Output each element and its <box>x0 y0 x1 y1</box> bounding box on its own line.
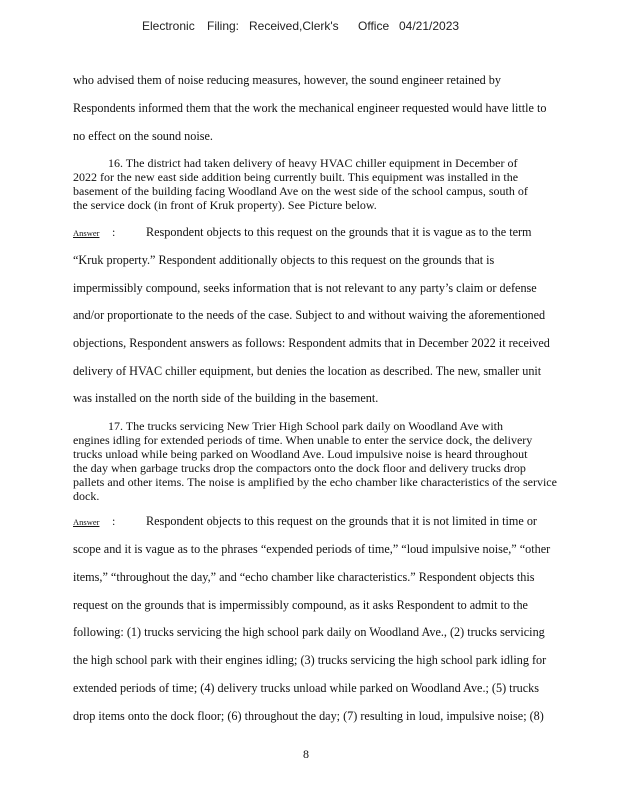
answer-colon: : <box>112 514 116 528</box>
request-17-line: the day when garbage trucks drop the compactors onto the dock floor and delivery trucks drop <box>73 461 526 475</box>
answer-17-line: the high school park with their engines idling; (3) trucks servicing the high school park idling for <box>73 653 547 667</box>
answer-label: Answer <box>73 517 100 527</box>
header-electronic: Electronic <box>142 19 195 33</box>
answer-colon: : <box>112 225 116 239</box>
answer-17-line: items,” “throughout the day,” and “echo chamber like characteristics.” Respondent objects this <box>73 570 535 584</box>
answer-16-line: objections, Respondent answers as follows: Respondent admits that in December 2022 it received <box>73 336 550 350</box>
request-16-line: the service dock (in front of Kruk property). See Picture below. <box>73 198 377 212</box>
request-16-line: basement of the building facing Woodland Ave on the west side of the school campus, south of <box>73 184 528 198</box>
text-line: Respondents informed them that the work the mechanical engineer requested would have little to <box>73 101 547 115</box>
answer-16-line: was installed on the north side of the building in the basement. <box>73 391 379 405</box>
text-line: no effect on the sound noise. <box>73 129 213 143</box>
answer-17-line: request on the grounds that is impermissibly compound, as it asks Respondent to admit to the <box>73 598 528 612</box>
header-office: Office <box>358 19 390 33</box>
text-line: who advised them of noise reducing measures, however, the sound engineer retained by <box>73 73 501 87</box>
request-17-line: engines idling for extended periods of time. When unable to enter the service dock, the delivery <box>73 433 533 447</box>
request-16-line: 16. The district had taken delivery of heavy HVAC chiller equipment in December of <box>108 156 518 170</box>
answer-16-line: “Kruk property.” Respondent additionally objects to this request on the grounds that is <box>73 253 495 267</box>
request-17-line: 17. The trucks servicing New Trier High School park daily on Woodland Ave with <box>108 419 503 433</box>
answer-17-line: following: (1) trucks servicing the high school park daily on Woodland Ave., (2) trucks servicing <box>73 625 545 639</box>
page-number: 8 <box>303 747 309 761</box>
answer-label: Answer <box>73 228 100 238</box>
request-17-line: pallets and other items. The noise is amplified by the echo chamber like characteristics of the service <box>73 475 557 489</box>
request-17-line: dock. <box>73 489 100 503</box>
answer-17-line: scope and it is vague as to the phrases “expended periods of time,” “loud impulsive noise,” “other <box>73 542 551 556</box>
header-date: 04/21/2023 <box>399 19 460 33</box>
answer-16-line: Respondent objects to this request on the grounds that it is vague as to the term <box>146 225 532 239</box>
answer-17-line: extended periods of time; (4) delivery trucks unload while parked on Woodland Ave.; (5) trucks <box>73 681 539 695</box>
header-filing: Filing: <box>207 19 240 33</box>
answer-16-line: and/or proportionate to the needs of the case. Subject to and without waiving the aforementioned <box>73 308 546 322</box>
answer-17-line: drop items onto the dock floor; (6) throughout the day; (7) resulting in loud, impulsive noise; (8) <box>73 709 544 723</box>
request-16-line: 2022 for the new east side addition being currently built. This equipment was installed in the <box>73 170 519 184</box>
header-received: Received,Clerk's <box>249 19 339 33</box>
answer-17-line: Respondent objects to this request on the grounds that it is not limited in time or <box>146 514 537 528</box>
answer-16-line: delivery of HVAC chiller equipment, but denies the location as described. The new, smaller unit <box>73 364 542 378</box>
request-17-line: trucks unload while being parked on Woodland Ave. Loud impulsive noise is heard throughout <box>73 447 528 461</box>
answer-16-line: impermissibly compound, seeks information that is not relevant to any party’s claim or defense <box>73 281 537 295</box>
